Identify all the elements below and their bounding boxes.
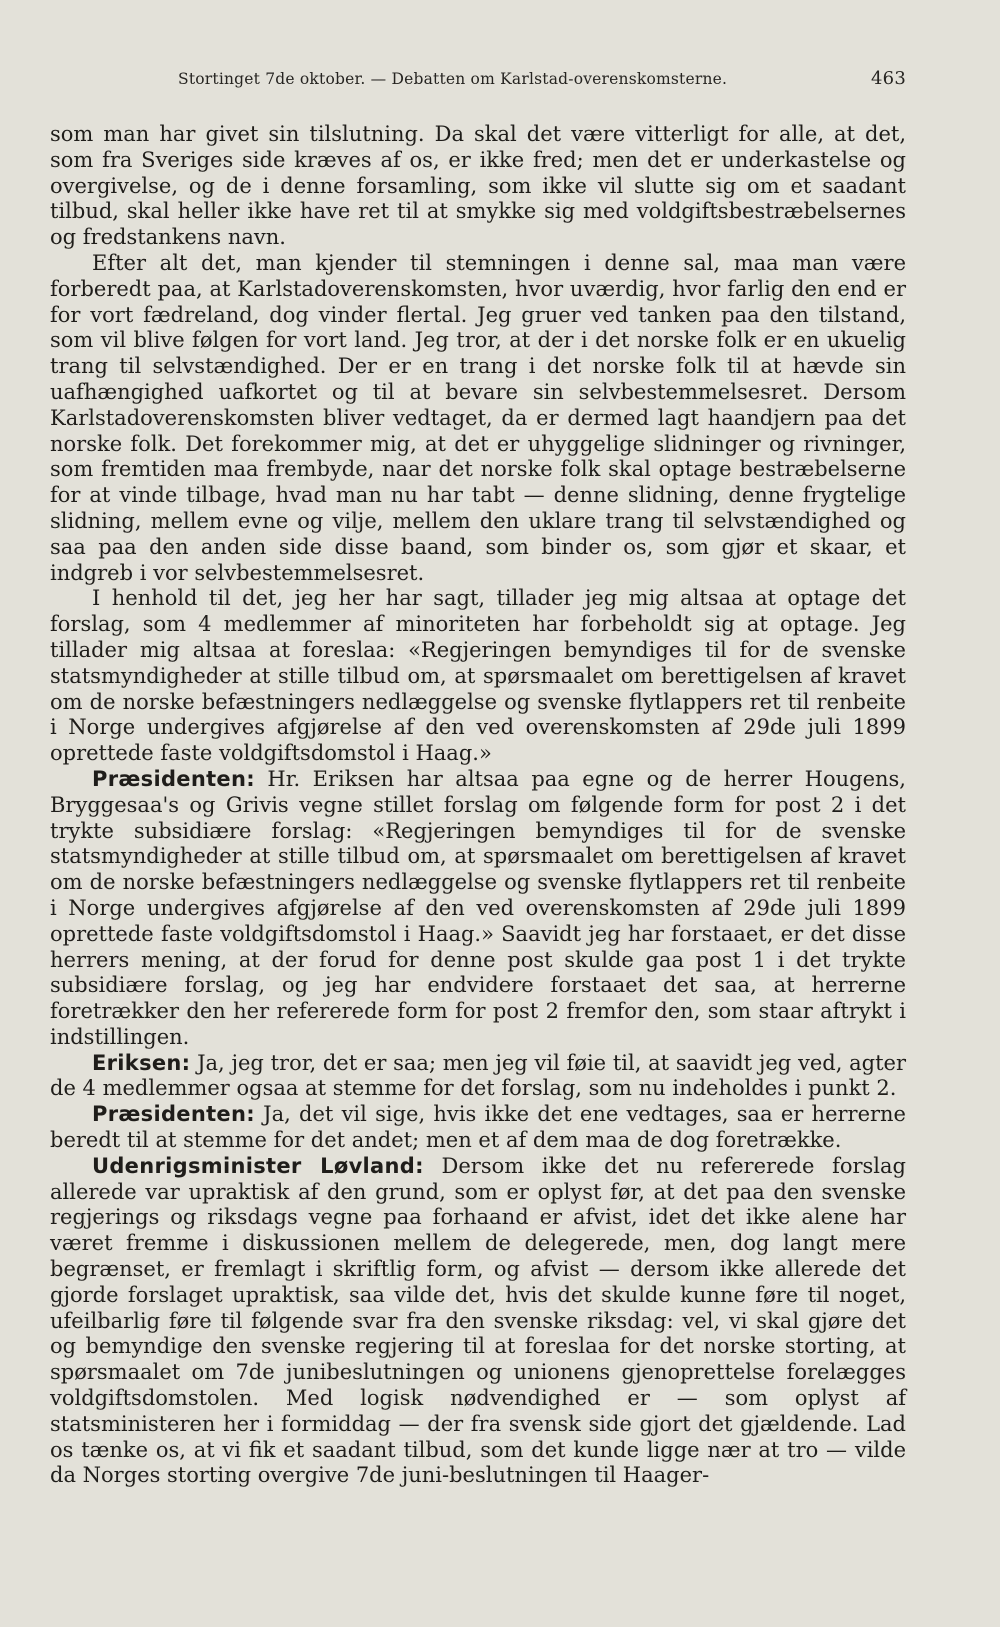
page-number: 463 (871, 68, 906, 89)
speech-text: Ja, jeg tror, det er saa; men jeg vil føie til, at saavidt jeg ved, agter de 4 medlemmer ogsaa at stemme for det forslag, som nu indeholdes i punkt 2. (50, 1050, 906, 1101)
speech-text: Hr. Eriksen har altsaa paa egne og de herrer Hougens, Bryggesaa's og Grivis vegne stillet forslag om følgende form for post 2 i det trykte subsidiære forslag: «Regjeringen bemyndiges til for de svenske statsmyndigheder at stille tilbud om, at spørsmaalet om berettigelsen af kravet om de norske befæstningers nedlæggelse og svenske flytlappers ret til renbeite i Norge undergives afgjørelse af den ved overenskomsten af 29de juli 1899 oprettede faste voldgiftsdomstol i Haag.» Saavidt jeg har forstaaet, er det disse herrers mening, at der forud for denne post skulde gaa post 1 i det trykte subsidiære forslag, og jeg har endvidere forstaaet det saa, at herrerne foretrækker den her refererede form for post 2 fremfor den, som staar aftrykt i indstillingen. (50, 766, 906, 1049)
paragraph: Efter alt det, man kjender til stemningen i denne sal, maa man være forberedt paa, at Karlstadoverenskomsten, hvor uværdig, hvor farlig den end er for vort fædreland, dog vinder flertal. Jeg gruer ved tanken paa den tilstand, som vil blive følgen for vort land. Jeg tror, at der i det norske folk er en ukuelig trang til selvstændighed. Der er en trang i det norske folk til at hævde sin uafhængighed uafkortet og til at bevare sin selvbestemmelsesret. Dersom Karlstadoverenskomsten bliver vedtaget, da er dermed lagt haandjern paa det norske folk. Det forekommer mig, at det er uhyggelige slidninger og rivninger, som fremtiden maa frembyde, naar det norske folk skal optage bestræbelserne for at vinde tilbage, hvad man nu har tabt — denne slidning, denne frygtelige slidning, mellem evne og vilje, mellem den uklare trang til selvstændighed og saa paa den anden side disse baand, som binder os, som gjør et skaar, et indgreb i vor selvbestemmelsesret. (50, 250, 906, 585)
speaker-name: Udenrigsminister Løvland: (92, 1153, 424, 1178)
speech-praesidenten (50, 767, 906, 1051)
speech-eriksen (50, 1051, 906, 1103)
speech-text: Dersom ikke det nu refererede forslag allerede var upraktisk af den grund, som er oplyst før, at det paa den svenske regjerings og riksdags vegne paa forhaand er afvist, idet det ikke alene har været fremme i diskussionen mellem de delegerede, men, dog langt mere begrænset, er fremlagt i skriftlig form, og afvist — dersom ikke allerede det gjorde forslaget upraktisk, saa vilde det, hvis det skulde kunne føre til noget, ufeilbarlig føre til følgende svar fra den svenske riksdag: vel, vi skal gjøre det og bemyndige den svenske regjering til at foreslaa for det norske storting, at spørsmaalet om 7de junibeslutningen og unionens gjenoprettelse forelægges voldgiftsdomstolen. Med logisk nødvendighed er — som oplyst af statsministeren her i formiddag — der fra svensk side gjort det gjældende. Lad os tænke os, at vi fik et saadant tilbud, som det kunde ligge nær at tro — vilde da Norges storting overgive 7de juni-beslutningen til Haager- (50, 1153, 906, 1488)
paragraph: I henhold til det, jeg her har sagt, tillader jeg mig altsaa at optage det forslag, som 4 medlemmer af minoriteten har forbeholdt sig at optage. Jeg tillader mig altsaa at foreslaa: «Regjeringen bemyndiges til for de svenske statsmyndigheder at stille tilbud om, at spørsmaalet om berettigelsen af kravet om de norske befæstningers nedlæggelse og svenske flytlappers ret til renbeite i Norge undergives afgjørelse af den ved overenskomsten af 29de juli 1899 oprettede faste voldgiftsdomstol i Haag.» (50, 586, 906, 766)
running-title: Stortinget 7de oktober. — Debatten om Karlstad-overenskomsterne. (178, 70, 728, 88)
speaker-name: Præsidenten: (92, 766, 255, 791)
paragraph-continued: som man har givet sin tilslutning. Da skal det være vitterligt for alle, at det, som fra Sveriges side kræves af os, er ikke fred; men det er underkastelse og overgivelse, og de i denne forsamling, som ikke vil slutte sig om et saadant tilbud, skal heller ikke have ret til at smykke sig med voldgiftsbestræbelsernes og fredstankens navn. (50, 122, 906, 250)
speech-udenrigsminister (50, 1154, 906, 1489)
speaker-name: Præsidenten: (92, 1102, 255, 1127)
speaker-name: Eriksen: (92, 1050, 191, 1075)
speech-text: Ja, det vil sige, hvis ikke det ene vedtages, saa er herrerne beredt til at stemme for det andet; men et af dem maa de dog foretrække. (50, 1102, 906, 1153)
body-text (50, 122, 906, 1489)
speech-praesidenten (50, 1102, 906, 1154)
running-header (178, 70, 906, 88)
